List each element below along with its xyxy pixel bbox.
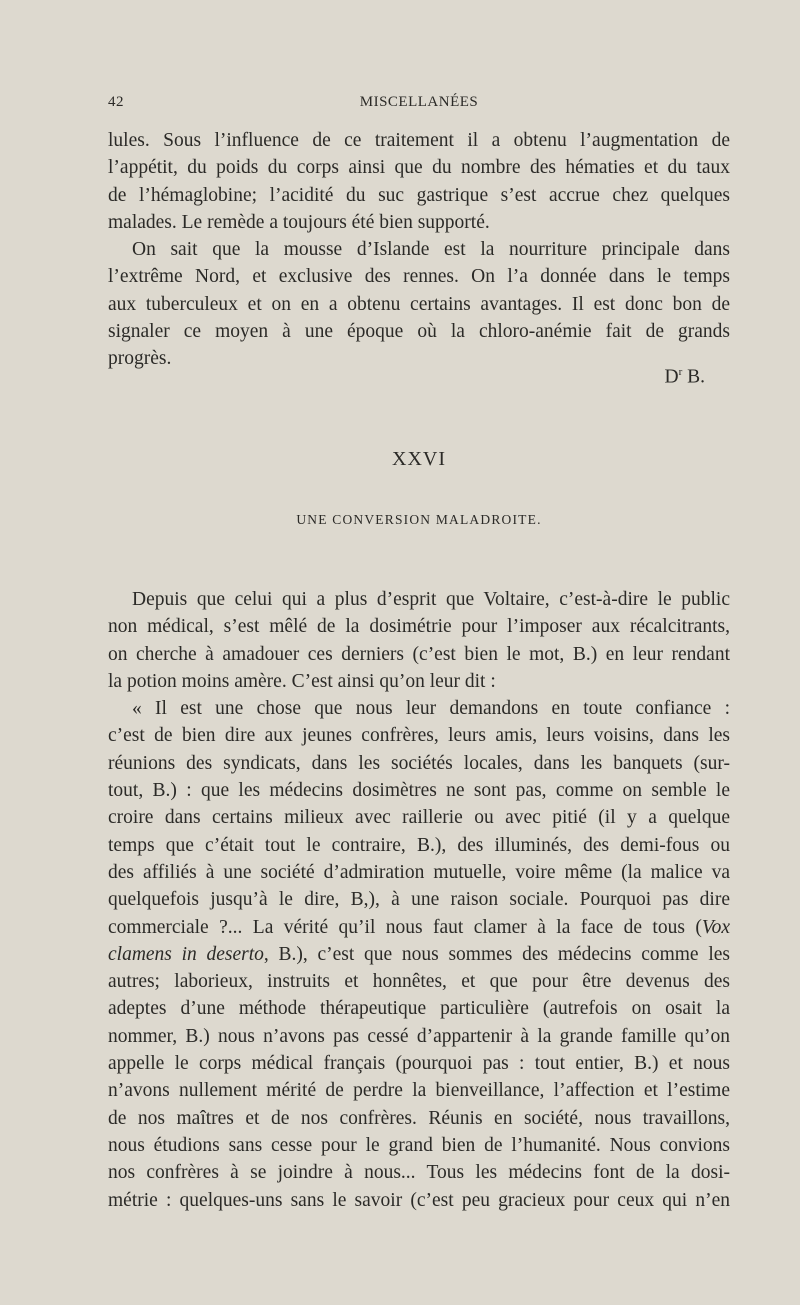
signature xyxy=(108,366,705,389)
text-line xyxy=(108,941,730,968)
text-line: aux tuberculeux et on en a obtenu certains avantages. Il est donc bon de xyxy=(108,293,730,315)
running-title: MISCELLANÉES xyxy=(359,94,479,110)
text-line: Depuis que celui qui a plus d’esprit que Voltaire, c’est-à-dire le public xyxy=(132,589,730,610)
text-line: de l’hémaglobine; l’acidité du suc gastrique s’est accrue chez quelques xyxy=(108,184,730,206)
text-segment: , B.), c’est que nous sommes des médecins comme les xyxy=(263,943,730,965)
text-line: malades. Le remède a toujours été bien supporté. xyxy=(108,211,490,233)
text-line: quelquefois jusqu’à le dire, B,), à une raison sociale. Pourquoi pas dire xyxy=(108,889,730,911)
text-segment: commerciale ?... La vérité qu’il nous faut clamer à la face de tous ( xyxy=(108,916,702,938)
text-line: non médical, s’est mêlé de la dosimétrie pour l’imposer aux récalcitrants, xyxy=(108,616,730,638)
text-line: des affiliés à une société d’admiration mutuelle, voire même (la malice va xyxy=(108,861,730,883)
section-title: UNE CONVERSION MALADROITE. xyxy=(296,512,542,527)
text-line: nous étudions sans cesse pour le grand bien de l’humanité. Nous convions xyxy=(108,1134,730,1156)
text-line: On sait que la mousse d’Islande est la nourriture principale dans xyxy=(132,239,730,261)
top-text xyxy=(108,127,730,373)
text-line xyxy=(108,914,730,941)
text-line: l’appétit, du poids du corps ainsi que du nombre des hématies et du taux xyxy=(108,157,730,179)
text-line: c’est de bien dire aux jeunes confrères, leurs amis, leurs voisins, dans les xyxy=(108,725,730,747)
italic-phrase: Vox xyxy=(701,916,730,938)
text-line: l’extrême Nord, et exclusive des rennes. On l’a donnée dans le temps xyxy=(108,266,730,288)
text-line: « Il est une chose que nous leur demandons en toute confiance : xyxy=(132,698,730,720)
signature-sup: r xyxy=(678,366,683,378)
text-line: autres; laborieux, instruits et honnêtes, et que pour être devenus des xyxy=(108,971,730,993)
text-line: croire dans certains milieux avec raillerie ou avec pitié (il y a quelque xyxy=(108,807,730,829)
text-line: temps que c’était tout le contraire, B.), des illuminés, des demi-fous ou xyxy=(108,834,730,856)
text-line: n’avons nullement mérité de perdre la bienveillance, l’affection et l’estime xyxy=(108,1080,730,1102)
text-line: lules. Sous l’influence de ce traitement il a obtenu l’augmentation de xyxy=(108,130,730,151)
text-line: de nos maîtres et de nos confrères. Réunis en société, nous travaillons, xyxy=(108,1107,730,1129)
text-line: adeptes d’une méthode thérapeutique particulière (autrefois on osait la xyxy=(108,998,730,1020)
section-number: XXVI xyxy=(392,448,446,470)
text-line: nos confrères à se joindre à nous... Tous les médecins font de la dosi- xyxy=(108,1162,730,1184)
body-text xyxy=(108,586,730,1214)
text-line: signaler ce moyen à une époque où la chloro-anémie fait de grands xyxy=(108,321,730,343)
italic-phrase: clamens in deserto xyxy=(108,943,264,965)
text-line: réunions des syndicats, dans les sociétés locales, dans les banquets (sur- xyxy=(108,752,730,774)
signature-name: B. xyxy=(682,366,705,388)
page-header xyxy=(108,94,730,118)
signature-dr: D xyxy=(664,366,679,388)
text-line: métrie : quelques-uns sans le savoir (c’est peu gracieux pour ceux qui n’en xyxy=(108,1189,730,1211)
page-number: 42 xyxy=(108,94,124,110)
text-line: tout, B.) : que les médecins dosimètres ne sont pas, comme on semble le xyxy=(108,780,730,802)
text-line: on cherche à amadouer ces derniers (c’est bien le mot, B.) en leur rendant xyxy=(108,643,730,665)
text-line: appelle le corps médical français (pourquoi pas : tout entier, B.) et nous xyxy=(108,1053,730,1075)
text-line: nommer, B.) nous n’avons pas cessé d’appartenir à la grande famille qu’on xyxy=(108,1025,730,1047)
text-line: progrès. xyxy=(108,348,172,370)
text-line: la potion moins amère. C’est ainsi qu’on leur dit : xyxy=(108,670,496,692)
